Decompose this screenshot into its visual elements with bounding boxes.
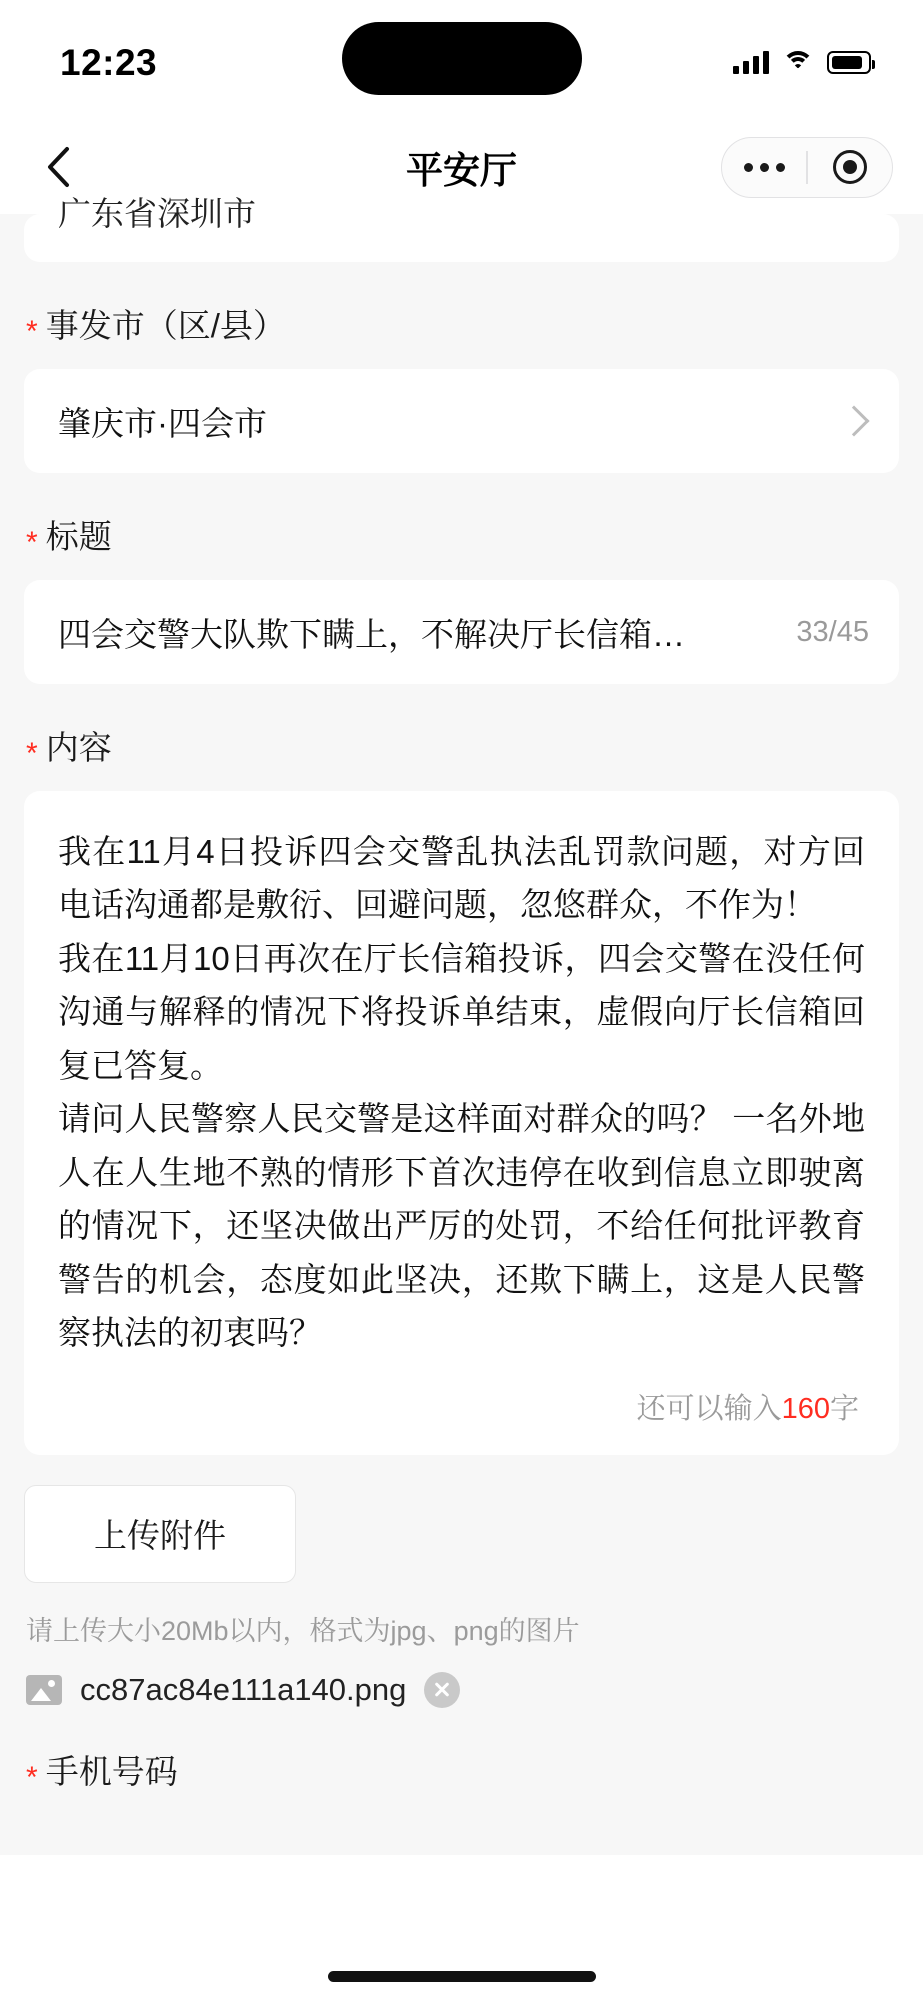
title-input-value: 四会交警大队欺下瞒上，不解决厅长信箱… <box>58 615 685 653</box>
title-field-label <box>0 473 923 580</box>
content-remaining-counter <box>58 1360 865 1433</box>
content-paragraph: 我在11月4日投诉四会交警乱执法乱罚款问题，对方回电话沟通都是敷衍、回避问题，忽悠群众，不作为！ <box>58 833 865 924</box>
title-field-label-text: 标题 <box>45 518 112 555</box>
content-field-label-text: 内容 <box>45 729 112 766</box>
status-icons <box>733 46 871 74</box>
phone-field-label-text: 手机号码 <box>45 1752 178 1790</box>
content-paragraph: 请问人民警察人民交警是这样面对群众的吗？ 一名外地人在人生地不熟的情形下首次违停在收到信息立即驶离的情况下，还坚决做出严厉的处罚，不给任何批评教育警告的机会，态度如此坚决，还欺下瞒上，这是人民警察执法的初衷吗？ <box>58 1100 865 1352</box>
required-mark: * <box>26 1760 38 1794</box>
title-char-counter: 33/45 <box>796 615 869 648</box>
back-chevron-icon[interactable] <box>30 139 86 195</box>
upload-hint: 请上传大小20Mb以内，格式为jpg、png的图片 <box>26 1615 580 1646</box>
previous-field-value: 广东省深圳市 <box>58 195 256 232</box>
status-bar <box>0 0 923 120</box>
wifi-icon <box>782 50 814 74</box>
mini-program-capsule <box>721 137 893 198</box>
required-mark: * <box>26 737 38 770</box>
phone-field-label <box>0 1708 923 1815</box>
upload-row <box>0 1455 923 1583</box>
city-select[interactable] <box>24 369 899 473</box>
home-indicator <box>328 1971 596 1982</box>
remaining-prefix: 还可以输入 <box>636 1392 782 1425</box>
city-field-label <box>0 262 923 369</box>
title-input-row[interactable] <box>24 580 899 684</box>
city-select-value: 肇庆市·四会市 <box>58 404 267 442</box>
image-file-icon <box>26 1675 62 1705</box>
uploaded-file-item <box>0 1648 923 1708</box>
city-field-label-text: 事发市（区/县） <box>45 307 286 344</box>
remaining-number: 160 <box>781 1392 830 1425</box>
content-paragraph: 我在11月10日再次在厅长信箱投诉，四会交警在没任何沟通与解释的情况下将投诉单结束，虚假向厅长信箱回复已答复。 <box>58 939 865 1084</box>
remove-file-icon[interactable] <box>424 1672 460 1708</box>
mini-program-target-icon[interactable] <box>808 150 892 184</box>
remaining-suffix: 字 <box>829 1392 859 1425</box>
form-content <box>0 195 923 1855</box>
chevron-right-icon <box>838 405 869 436</box>
more-dots-icon[interactable] <box>722 163 806 172</box>
battery-icon <box>827 51 871 74</box>
required-mark: * <box>26 315 38 348</box>
content-field-label <box>0 684 923 791</box>
uploaded-file-name[interactable]: cc87ac84e111a140.png <box>80 1671 407 1707</box>
page-title: 平安厅 <box>406 150 517 191</box>
dynamic-island <box>342 22 582 95</box>
content-textarea[interactable] <box>24 791 899 1455</box>
upload-attachment-button[interactable]: 上传附件 <box>24 1485 296 1583</box>
previous-field-clipped[interactable] <box>24 195 899 262</box>
required-mark: * <box>26 526 38 559</box>
status-time: 12:23 <box>60 42 158 83</box>
cellular-signal-icon <box>733 50 769 74</box>
